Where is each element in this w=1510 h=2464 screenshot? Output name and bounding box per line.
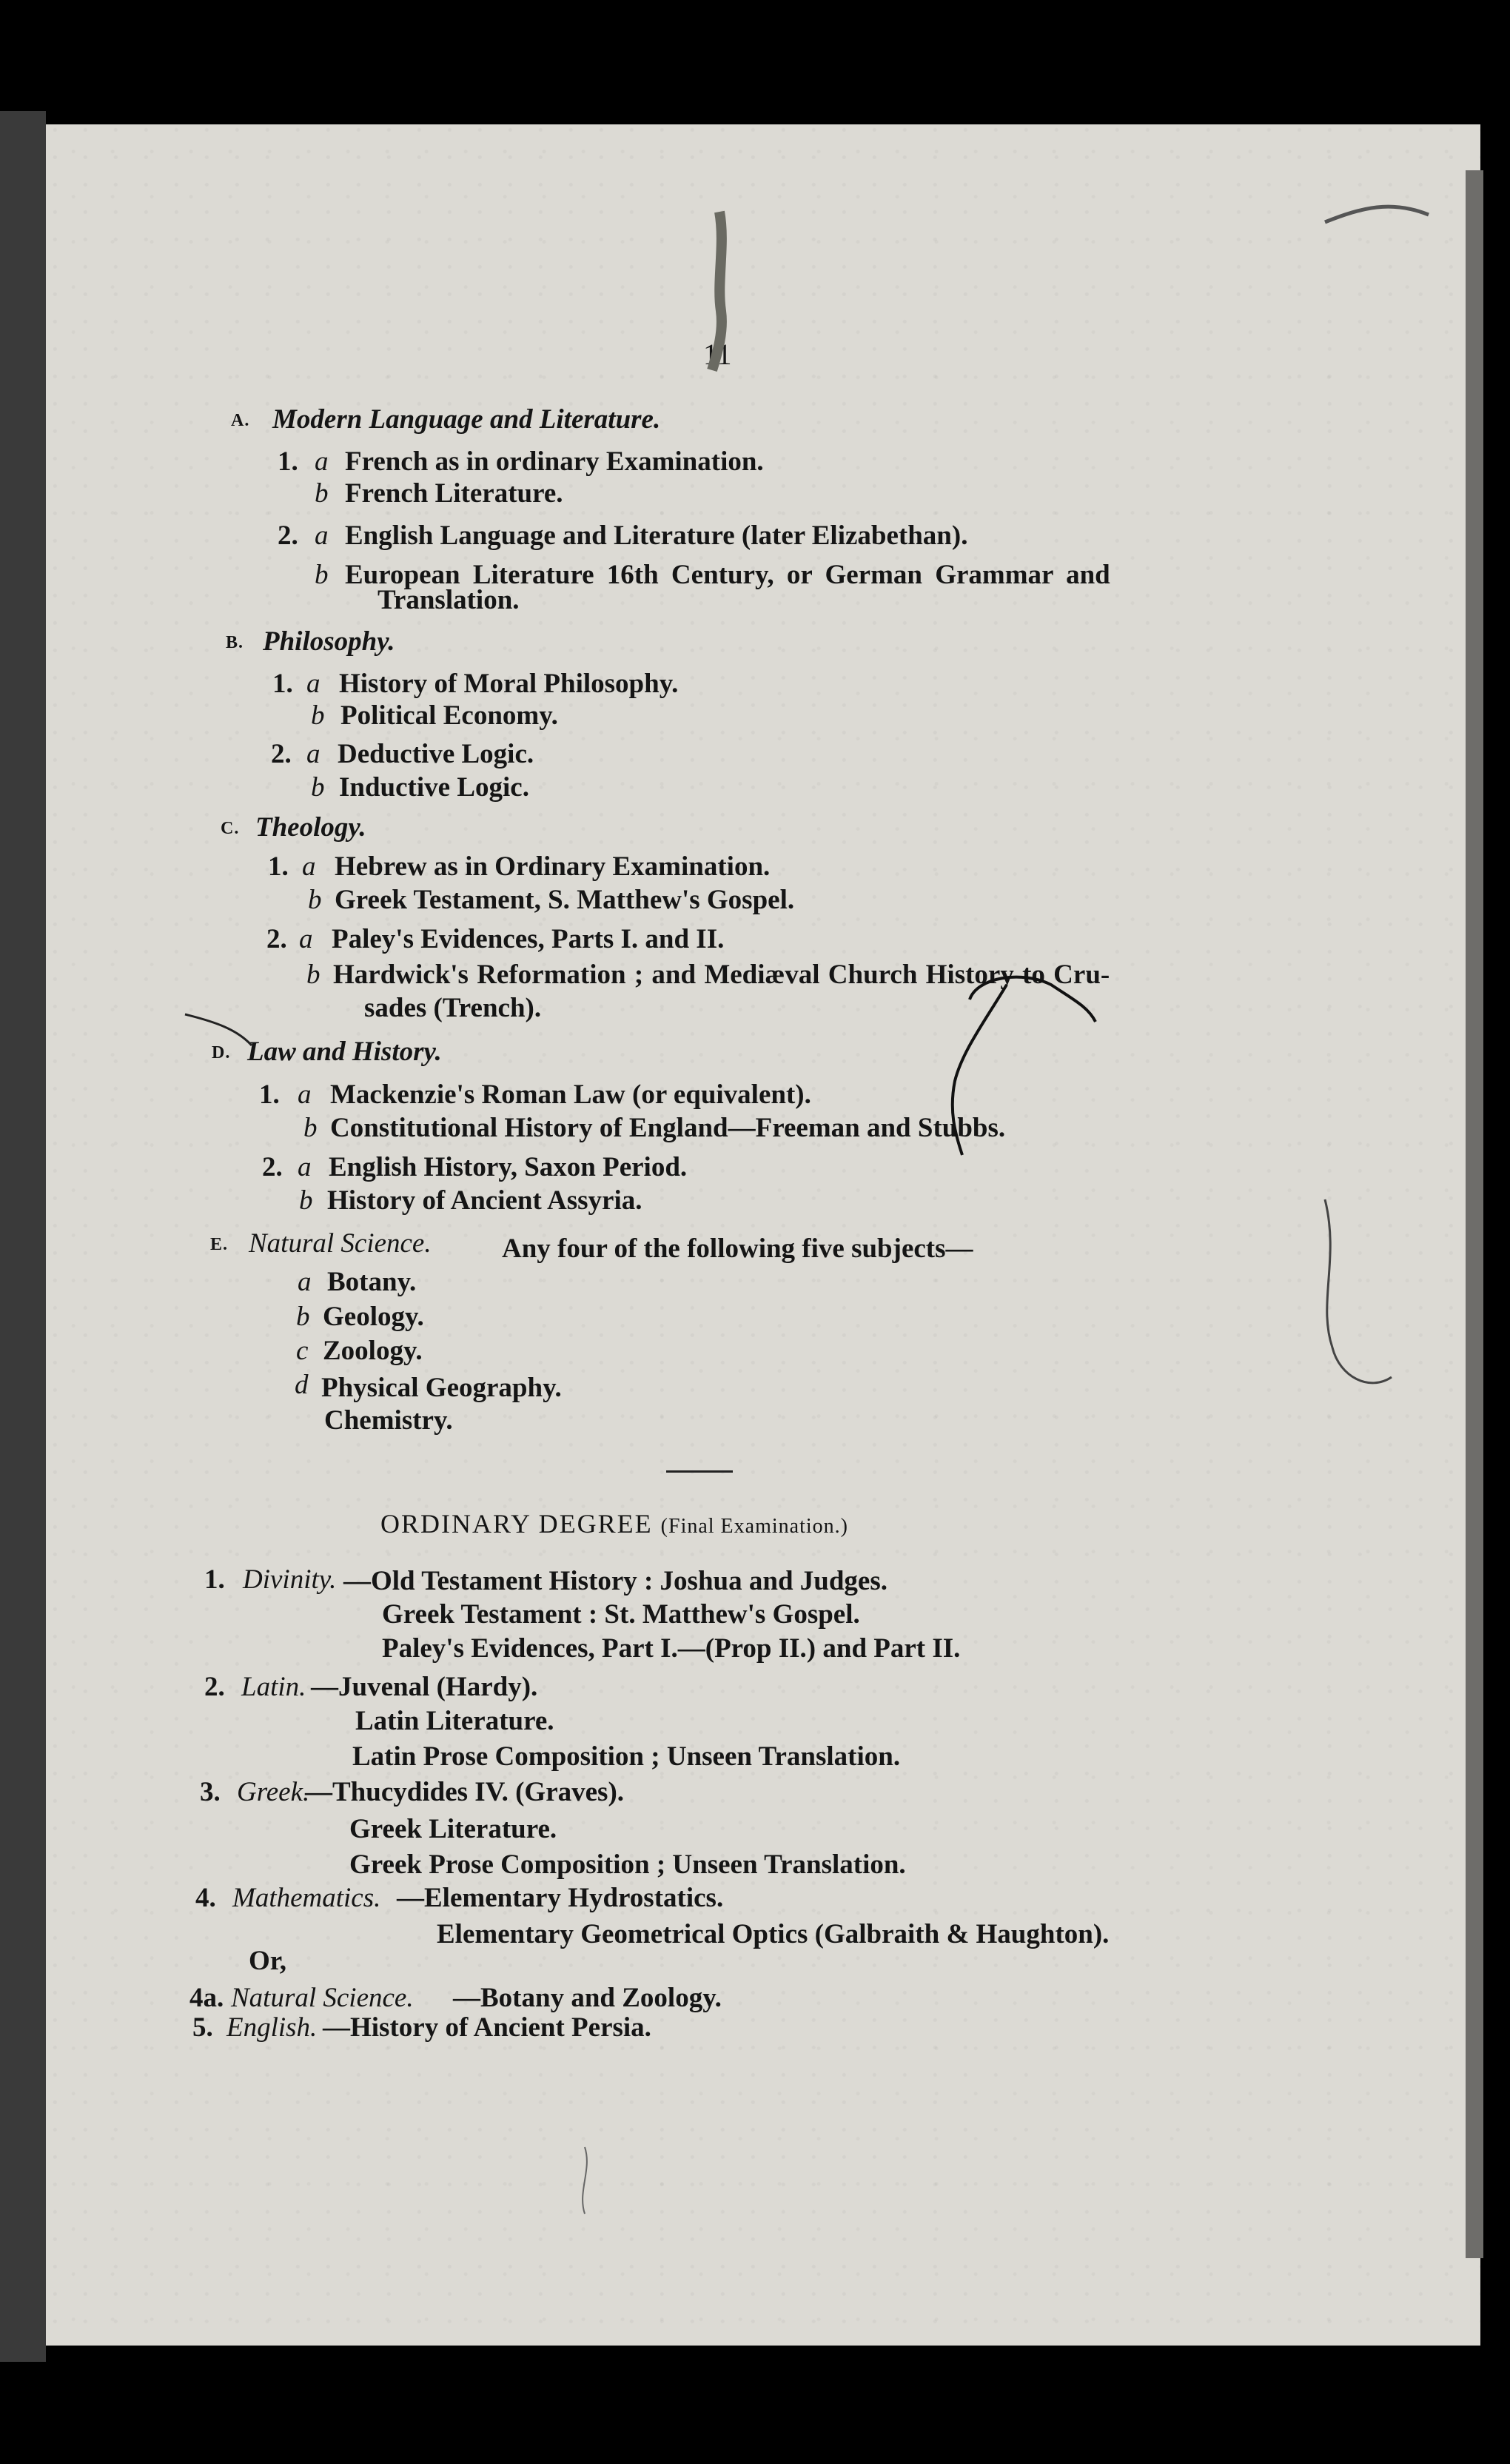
c-item-2b-label: b [306, 960, 321, 990]
ordinary-item-1-subject: Divinity. [243, 1564, 337, 1595]
section-b-letter: B. [226, 633, 244, 652]
a-item-1a-label: a [315, 446, 329, 477]
c-item-1a-text: Hebrew as in Ordinary Examination. [335, 851, 771, 882]
ordinary-item-2-line-3: Latin Prose Composition ; Unseen Translation. [352, 1741, 901, 1772]
ordinary-item-2-subject: Latin. [241, 1672, 306, 1702]
ordinary-item-3-line-2: Greek Literature. [349, 1814, 557, 1844]
ordinary-item-2-num: 2. [204, 1672, 225, 1702]
d-item-2-num: 2. [262, 1152, 283, 1182]
ordinary-item-3-subject: Greek. [237, 1777, 310, 1807]
a-item-2-num: 2. [278, 520, 298, 551]
ordinary-item-3-line-3: Greek Prose Composition ; Unseen Translation. [349, 1849, 906, 1880]
b-item-1a-label: a [306, 669, 321, 699]
ordinary-degree-heading: ORDINARY DEGREE (Final Examination.) [380, 1509, 848, 1539]
b-item-2-num: 2. [271, 739, 292, 769]
e-item-b-label: b [296, 1302, 310, 1332]
d-item-1b-text: Constitutional History of England—Freeman and Stubbs. [330, 1113, 1006, 1143]
ordinary-item-1-line-1: —Old Testament History : Joshua and Judges. [343, 1566, 887, 1596]
e-item-a-label: a [298, 1267, 312, 1297]
hair-mark-right [1325, 207, 1429, 222]
ordinary-item-2-line-1: —Juvenal (Hardy). [311, 1672, 538, 1702]
c-item-2a-text: Paley's Evidences, Parts I. and II. [332, 924, 725, 954]
ordinary-item-4a-text: —Botany and Zoology. [453, 1983, 722, 2013]
d-item-1b-label: b [303, 1113, 318, 1143]
d-item-2a-text: English History, Saxon Period. [329, 1152, 688, 1182]
a-item-1b-text: French Literature. [345, 478, 563, 509]
page-number: 11 [703, 338, 732, 371]
a-item-2b-text: European Literature 16th Century, or German Grammar and [345, 560, 1110, 590]
b-item-1b-text: Political Economy. [340, 700, 558, 731]
ordinary-item-4a-subject: Natural Science. [231, 1983, 414, 2013]
a-item-2a-label: a [315, 520, 329, 551]
ordinary-item-1-line-3: Paley's Evidences, Part I.—(Prop II.) and Part II. [382, 1633, 961, 1664]
ordinary-item-4-subject: Mathematics. [232, 1883, 381, 1913]
a-item-2a-text: English Language and Literature (later Elizabethan). [345, 520, 968, 551]
d-item-1a-text: Mackenzie's Roman Law (or equivalent). [330, 1079, 811, 1110]
d-item-1a-label: a [298, 1079, 312, 1110]
a-item-2b-label: b [315, 560, 329, 590]
ordinary-item-5-text: —History of Ancient Persia. [323, 2012, 651, 2043]
hair-mark-margin [1325, 1199, 1392, 1383]
hair-mark-top [712, 212, 722, 370]
section-e-title: Natural Science. [249, 1228, 432, 1259]
ordinary-item-4a-num: 4a. [189, 1983, 224, 2013]
ordinary-item-1-line-2: Greek Testament : St. Matthew's Gospel. [382, 1599, 860, 1630]
section-c-letter: C. [221, 819, 240, 838]
pen-stroke-vertical [953, 985, 1007, 1155]
b-item-1a-text: History of Moral Philosophy. [339, 669, 679, 699]
c-item-1b-text: Greek Testament, S. Matthew's Gospel. [335, 885, 795, 915]
e-item-c-text: Zoology. [323, 1336, 423, 1366]
ordinary-item-5-subject: English. [226, 2012, 318, 2043]
ordinary-item-5-num: 5. [192, 2012, 213, 2043]
c-item-2-num: 2. [266, 924, 287, 954]
d-item-2b-text: History of Ancient Assyria. [327, 1185, 642, 1216]
e-item-a-text: Botany. [327, 1267, 417, 1297]
section-d-letter: D. [212, 1043, 231, 1062]
hair-mark-bottom [583, 2147, 587, 2214]
b-item-2a-text: Deductive Logic. [338, 739, 534, 769]
a-item-1b-label: b [315, 478, 329, 509]
c-item-1b-label: b [308, 885, 322, 915]
e-item-d-text: Physical Geography. [321, 1373, 562, 1403]
section-a-title: Modern Language and Literature. [272, 404, 661, 435]
b-item-1b-label: b [311, 700, 325, 731]
c-item-2b-text-cont: sades (Trench). [364, 993, 542, 1023]
e-item-b-text: Geology. [323, 1302, 424, 1332]
ordinary-item-3-line-1: —Thucydides IV. (Graves). [305, 1777, 625, 1807]
section-a-letter: A. [231, 411, 250, 430]
section-e-letter: E. [210, 1235, 229, 1254]
ordinary-degree-subheading: (Final Examination.) [660, 1515, 848, 1538]
c-item-1a-label: a [302, 851, 316, 882]
e-item-c-label: c [296, 1336, 309, 1366]
section-e-intro: Any four of the following five subjects— [502, 1233, 973, 1264]
b-item-1-num: 1. [272, 669, 293, 699]
c-item-2a-label: a [299, 924, 313, 954]
ordinary-item-1-num: 1. [204, 1564, 225, 1595]
d-item-2b-label: b [299, 1185, 313, 1216]
d-item-1-num: 1. [259, 1079, 280, 1110]
c-item-2b-text: Hardwick's Reformation ; and Mediæval Church History to Cru- [333, 960, 1110, 990]
b-item-2a-label: a [306, 739, 321, 769]
a-item-2b-text-cont: Translation. [378, 585, 520, 615]
section-c-title: Theology. [255, 812, 366, 843]
a-item-1-num: 1. [278, 446, 298, 477]
a-item-1a-text: French as in ordinary Examination. [345, 446, 764, 477]
ordinary-item-4-line-1: —Elementary Hydrostatics. [397, 1883, 724, 1913]
ordinary-item-4-num: 4. [195, 1883, 216, 1913]
ordinary-item-4-line-2: Elementary Geometrical Optics (Galbraith & Haughton). [437, 1919, 1110, 1949]
ordinary-item-2-line-2: Latin Literature. [355, 1706, 554, 1736]
d-item-2a-label: a [298, 1152, 312, 1182]
e-item-e-text: Chemistry. [324, 1405, 453, 1436]
ordinary-item-3-num: 3. [200, 1777, 221, 1807]
c-item-1-num: 1. [268, 851, 289, 882]
b-item-2b-text: Inductive Logic. [339, 772, 529, 803]
pen-stroke-left [185, 1014, 252, 1045]
b-item-2b-label: b [311, 772, 325, 803]
e-item-d-label: d [295, 1370, 309, 1400]
section-b-title: Philosophy. [263, 626, 395, 657]
section-d-title: Law and History. [247, 1037, 442, 1067]
ordinary-or: Or, [249, 1946, 287, 1976]
